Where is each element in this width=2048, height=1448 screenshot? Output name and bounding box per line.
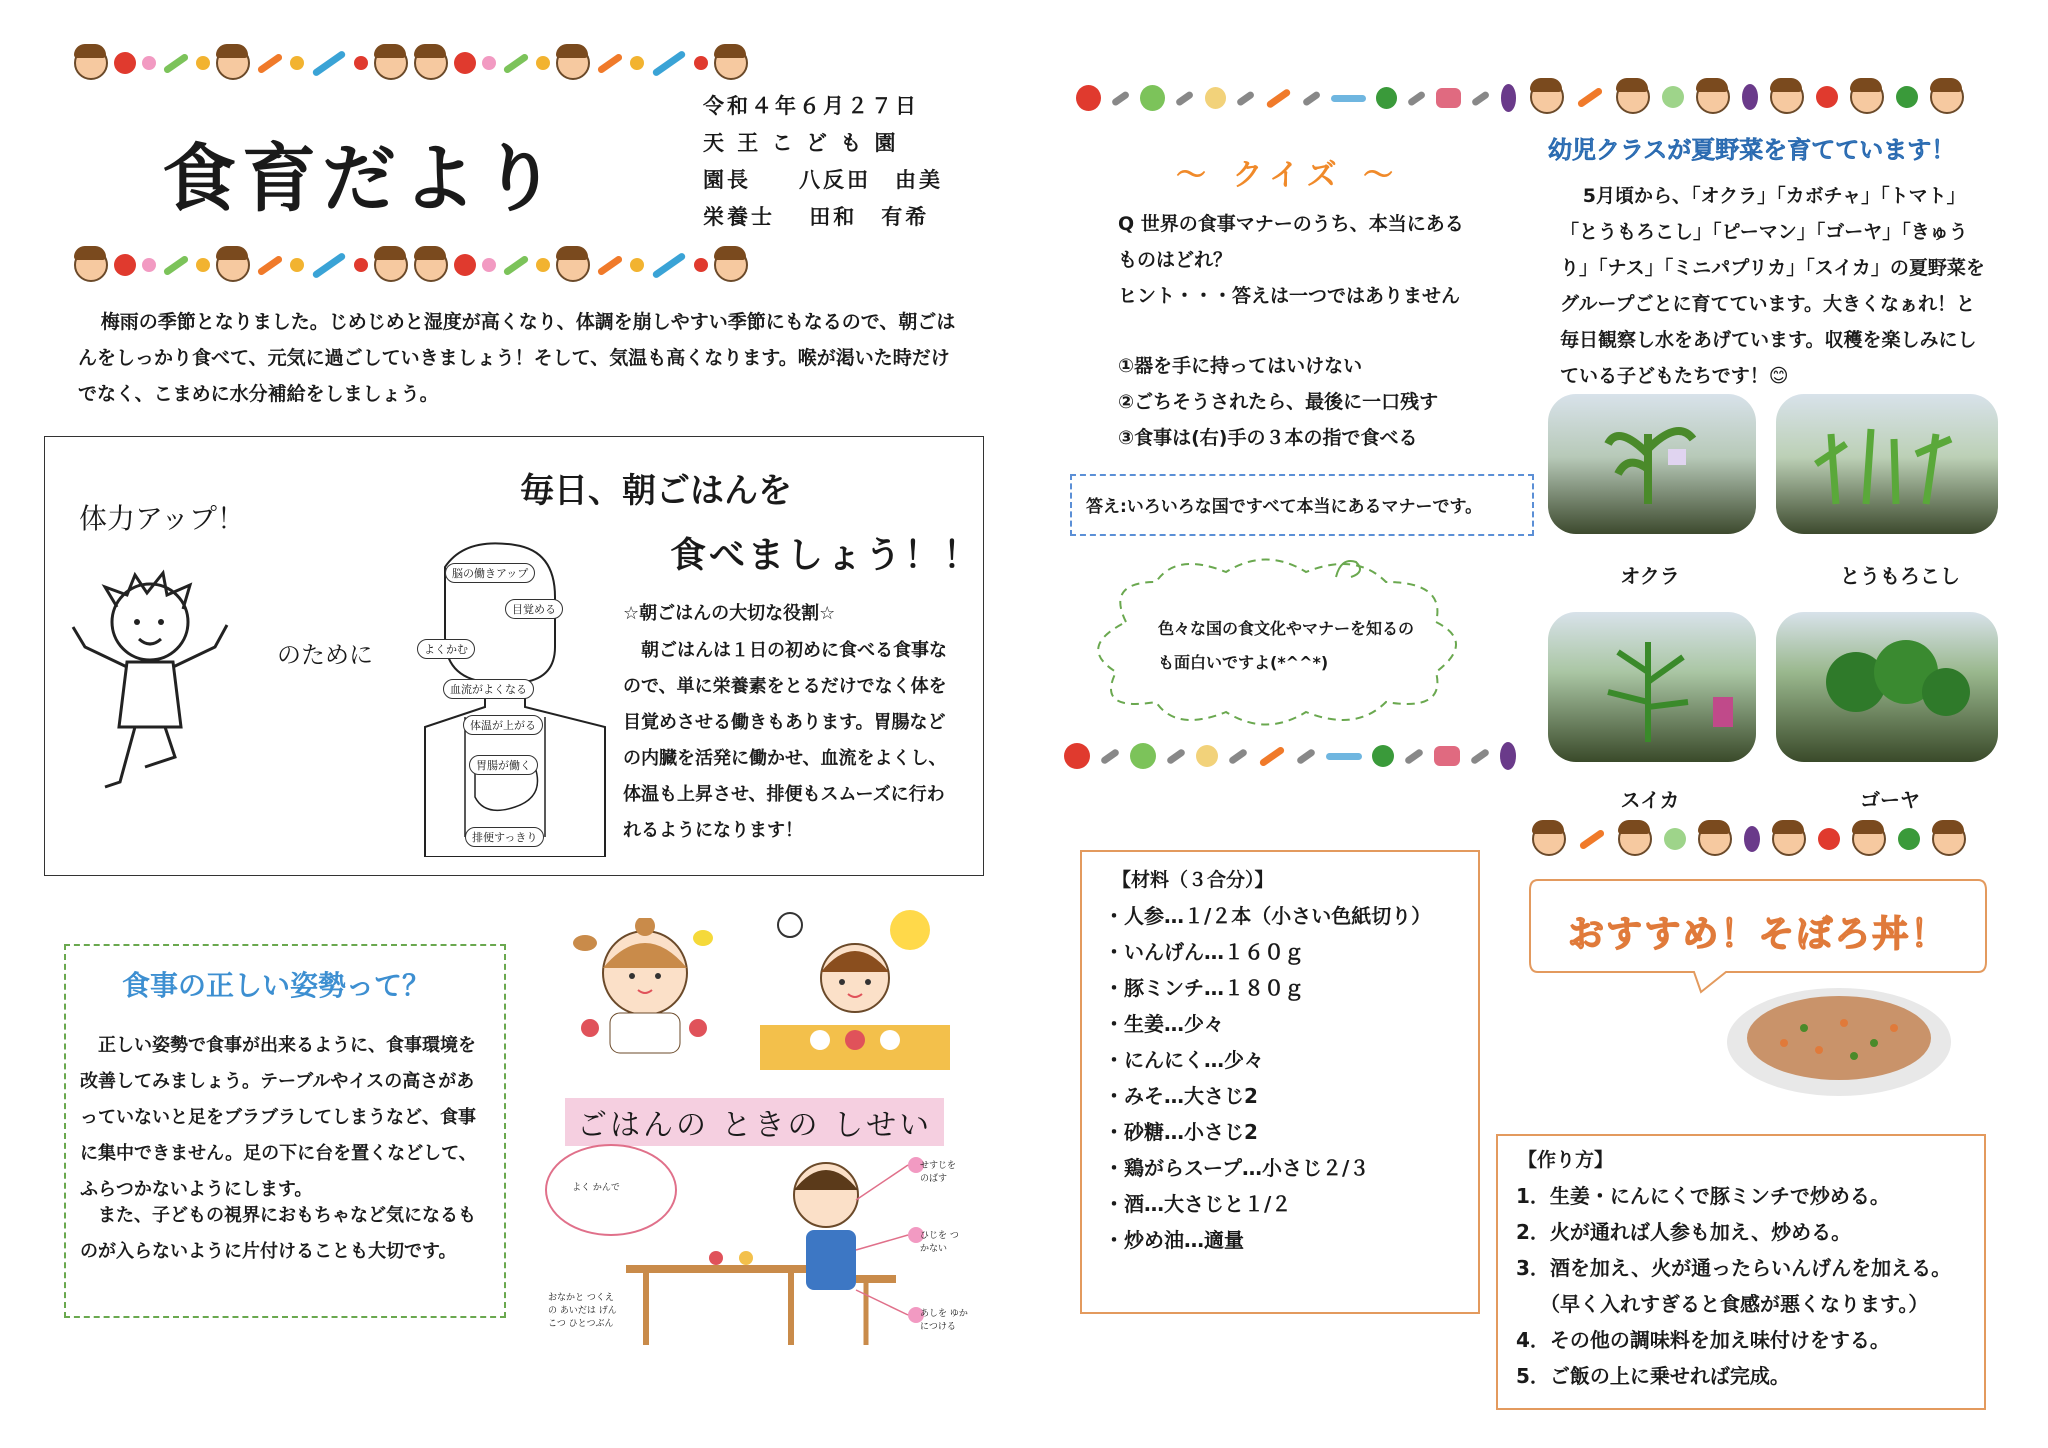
fork-icon bbox=[1471, 90, 1491, 107]
step-item: 5．ご飯の上に乗せれば完成。 bbox=[1516, 1364, 1790, 1388]
corn-icon bbox=[536, 258, 550, 272]
sunny-breakfast-illustration bbox=[760, 900, 950, 1075]
middle-decoration-border bbox=[74, 248, 954, 282]
child-face-icon bbox=[414, 248, 448, 282]
posture-paragraph-2: また、子どもの視界におもちゃなど気になるものが入らないように片付けることも大切です。 bbox=[80, 1205, 476, 1262]
child-face-icon bbox=[374, 46, 408, 80]
diagram-label-chew: よくかむ bbox=[417, 639, 475, 659]
step-item: 1．生姜・にんにくで豚ミンチで炒める。 bbox=[1516, 1184, 1890, 1208]
child-face-icon bbox=[1932, 822, 1966, 856]
corn-icon bbox=[630, 56, 644, 70]
posture-label-elbow: ひじを つかない bbox=[920, 1231, 959, 1254]
carrot-icon bbox=[1265, 87, 1291, 108]
top-decoration-border bbox=[74, 46, 954, 80]
cabbage-icon bbox=[1664, 828, 1686, 850]
candy-icon bbox=[142, 56, 156, 70]
ingredient-item: ・酒…大さじと１/２ bbox=[1104, 1192, 1292, 1216]
candy-icon bbox=[142, 258, 156, 272]
food-decoration-border-bottom bbox=[1064, 742, 1524, 770]
child-face-icon bbox=[1532, 822, 1566, 856]
corn-icon bbox=[196, 56, 210, 70]
nutritionist-name: 栄養士 田和 有希 bbox=[703, 205, 930, 229]
child-face-icon bbox=[1770, 80, 1804, 114]
heart-icon bbox=[354, 56, 368, 70]
pepper-icon bbox=[1372, 745, 1394, 767]
child-face-icon bbox=[374, 248, 408, 282]
ingredient-item: ・生姜…少々 bbox=[1104, 1012, 1224, 1036]
diagram-label-stomach: 胃腸が働く bbox=[469, 755, 538, 775]
cabbage-icon bbox=[1140, 85, 1165, 111]
pepper-icon bbox=[1376, 87, 1397, 109]
posture-label-feet: あしを ゆかにつける bbox=[920, 1309, 968, 1332]
heart-icon bbox=[694, 258, 708, 272]
corn-icon bbox=[536, 56, 550, 70]
newsletter-title: 食育だより bbox=[162, 136, 562, 222]
fork-icon bbox=[1302, 90, 1322, 107]
child-face-icon bbox=[556, 46, 590, 80]
fish-icon bbox=[311, 49, 346, 77]
child-face-icon bbox=[216, 46, 250, 80]
food-decoration-border-top bbox=[1076, 84, 1516, 112]
child-face-icon bbox=[216, 248, 250, 282]
ingredient-item: ・砂糖…小さじ2 bbox=[1104, 1120, 1258, 1144]
okra-caption: オクラ bbox=[1620, 564, 1680, 588]
steps-list bbox=[1516, 1178, 1951, 1394]
quiz-answer: 答え:いろいろな国ですべて本当にあるマナーです。 bbox=[1086, 497, 1483, 517]
tomato-icon bbox=[1064, 743, 1090, 769]
breakfast-box bbox=[44, 436, 984, 876]
ingredient-item: ・いんげん…１６０ｇ bbox=[1104, 940, 1304, 964]
cucumber-icon bbox=[503, 52, 530, 74]
corn-caption: とうもろこし bbox=[1840, 564, 1960, 588]
fish-icon bbox=[651, 49, 686, 77]
corn-icon bbox=[630, 258, 644, 272]
fork-icon bbox=[1175, 90, 1195, 107]
girl-eating-illustration bbox=[570, 918, 720, 1058]
watermelon-caption: スイカ bbox=[1620, 788, 1680, 812]
carrot-icon bbox=[597, 254, 624, 276]
fish-icon bbox=[651, 251, 686, 279]
cabbage-icon bbox=[1130, 743, 1156, 769]
meat-icon bbox=[1434, 746, 1460, 766]
eggplant-icon bbox=[1744, 826, 1760, 852]
potato-icon bbox=[1196, 745, 1218, 767]
cabbage-icon bbox=[1662, 86, 1684, 108]
stamina-up-label: 体力アップ！ bbox=[79, 502, 246, 535]
tomato-icon bbox=[1816, 86, 1838, 108]
breakfast-heading-1: 毎日、朝ごはんを bbox=[520, 471, 792, 511]
heart-icon bbox=[694, 56, 708, 70]
cloud-message: 色々な国の食文化やマナーを知るのも面白いですよ(*^^*) bbox=[1158, 619, 1415, 672]
corn-icon bbox=[290, 258, 304, 272]
spoon-icon bbox=[1235, 90, 1255, 107]
ingredient-item: ・鶏がらスープ…小さじ２/３ bbox=[1104, 1156, 1370, 1180]
tomato-icon bbox=[454, 254, 476, 276]
child-face-icon bbox=[1772, 822, 1806, 856]
ingredients-box bbox=[1080, 850, 1480, 1314]
child-face-icon bbox=[1530, 80, 1564, 114]
quiz-title: ～ クイズ ～ bbox=[1176, 158, 1402, 193]
child-face-icon bbox=[1850, 80, 1884, 114]
ingredient-item: ・にんにく…少々 bbox=[1104, 1048, 1264, 1072]
child-face-icon bbox=[1696, 80, 1730, 114]
child-face-icon bbox=[414, 46, 448, 80]
quiz-answer-box bbox=[1070, 474, 1534, 536]
posture-paragraph-1: 正しい姿勢で食事が出来るように、食事環境を改善してみましょう。テーブルやイスの高さがあっていないと足をブラブラしてしまうなど、食事に集中できません。足の下に台を置くなどして、ふらつかないようにします。 bbox=[80, 1035, 477, 1200]
breakfast-heading-2: 食べましょう！！ bbox=[670, 535, 983, 576]
diagram-label-bowel: 排便すっきり bbox=[465, 827, 544, 847]
cucumber-icon bbox=[163, 254, 190, 276]
pepper-icon bbox=[1896, 86, 1918, 108]
watermelon-photo bbox=[1548, 612, 1756, 762]
pepper-icon bbox=[1898, 828, 1920, 850]
eggplant-icon bbox=[1500, 742, 1516, 770]
spoon-icon bbox=[1407, 90, 1427, 107]
quiz-option-2: ②ごちそうされたら、最後に一口残す bbox=[1118, 391, 1439, 413]
ingredients-list bbox=[1104, 898, 1431, 1258]
child-face-icon bbox=[74, 248, 108, 282]
diagram-label-blood: 血流がよくなる bbox=[443, 679, 534, 699]
recipe-title: おすすめ！そぼろ丼！ bbox=[1568, 914, 1949, 955]
step-item: 2．火が通れば人参も加え、炒める。 bbox=[1516, 1220, 1852, 1244]
posture-label-fist: おなかと つくえの あいだは げんこつ ひとつぶん bbox=[548, 1293, 617, 1329]
school-name: 天 王 こ ど も 園 bbox=[703, 131, 899, 155]
issue-date: 令和４年６月２７日 bbox=[703, 94, 919, 118]
tomato-icon bbox=[1076, 85, 1101, 111]
corn-icon bbox=[196, 258, 210, 272]
fish-icon bbox=[1331, 95, 1366, 102]
spoon-icon bbox=[1404, 747, 1424, 764]
child-face-icon bbox=[1616, 80, 1650, 114]
jumping-child-illustration bbox=[65, 567, 235, 797]
for-label: のために bbox=[277, 641, 373, 669]
posture-label-back: せすじを のばす bbox=[920, 1161, 957, 1184]
tomato-icon bbox=[114, 254, 136, 276]
ingredient-item: ・豚ミンチ…１８０ｇ bbox=[1104, 976, 1304, 1000]
quiz-hint: ヒント・・・答えは一つではありません bbox=[1118, 285, 1461, 307]
eggplant-icon bbox=[1742, 84, 1758, 110]
quiz-option-1: ①器を手に持ってはいけない bbox=[1118, 355, 1363, 377]
carrot-icon bbox=[1577, 86, 1604, 108]
carrot-icon bbox=[597, 52, 624, 74]
child-face-icon bbox=[556, 248, 590, 282]
diagram-label-wake: 目覚める bbox=[505, 599, 563, 619]
child-face-icon bbox=[1930, 80, 1964, 114]
step-item: 3．酒を加え、火が通ったらいんげんを加える。 bbox=[1516, 1256, 1952, 1280]
child-face-icon bbox=[1852, 822, 1886, 856]
carrot-icon bbox=[257, 254, 284, 276]
fish-icon bbox=[1326, 753, 1362, 760]
ingredients-title: 【材料（３合分）】 bbox=[1112, 869, 1274, 891]
posture-title: 食事の正しい姿勢って？ bbox=[122, 969, 431, 1002]
steps-box bbox=[1496, 1134, 1986, 1410]
heart-icon bbox=[354, 258, 368, 272]
okra-photo bbox=[1548, 394, 1756, 534]
corn-icon bbox=[290, 56, 304, 70]
tomato-icon bbox=[454, 52, 476, 74]
child-face-icon bbox=[74, 46, 108, 80]
tomato-icon bbox=[114, 52, 136, 74]
quiz-option-3: ③食事は(右)手の３本の指で食べる bbox=[1118, 427, 1418, 449]
step-item: （早く入れすぎると食感が悪くなります。） bbox=[1540, 1292, 1929, 1316]
fork-icon bbox=[1166, 747, 1186, 764]
carrot-icon bbox=[257, 52, 284, 74]
cucumber-icon bbox=[163, 52, 190, 74]
candy-icon bbox=[482, 258, 496, 272]
director-name: 園長 八反田 由美 bbox=[703, 168, 943, 192]
meat-icon bbox=[1436, 88, 1461, 108]
tomato-icon bbox=[1818, 828, 1840, 850]
potato-icon bbox=[1205, 87, 1226, 109]
carrot-icon bbox=[1259, 745, 1286, 767]
faces-decoration-border-bottom bbox=[1532, 822, 2012, 856]
breakfast-role-title: ☆朝ごはんの大切な役割☆ bbox=[623, 603, 836, 624]
bitter-melon-photo bbox=[1776, 612, 1998, 762]
garden-text: 5月頃から、「オクラ」「カボチャ」「トマト」「とうもろこし」「ピーマン」「ゴーヤ」「きゅうり」「ナス」「ミニパプリカ」「スイカ」の夏野菜をグループごとに育てています。大きくなぁれ！と毎日観察し水をあげています。収穫を楽しみにしている子どもたちです！😊 bbox=[1560, 185, 1985, 387]
quiz-options bbox=[1118, 348, 1438, 456]
ingredient-item: ・みそ…大さじ2 bbox=[1104, 1084, 1258, 1108]
breakfast-role-text: 朝ごはんは１日の初めに食べる食事なので、単に栄養素をとるだけでなく体を目覚めさせる働きもあります。胃腸などの内臓を活発に働かせ、血流をよくし、体温も上昇させ、排便もスムーズに行われるようになります！ bbox=[623, 640, 947, 841]
faces-decoration-border-top bbox=[1530, 80, 2010, 114]
posture-box bbox=[64, 944, 506, 1318]
bitter-melon-caption: ゴーヤ bbox=[1860, 788, 1920, 812]
ingredient-item: ・炒め油…適量 bbox=[1104, 1228, 1244, 1252]
steps-title: 【作り方】 bbox=[1518, 1149, 1614, 1171]
child-face-icon bbox=[714, 248, 748, 282]
garden-title: 幼児クラスが夏野菜を育てています！ bbox=[1548, 136, 1956, 164]
child-face-icon bbox=[714, 46, 748, 80]
spoon-icon bbox=[1228, 747, 1248, 764]
child-face-icon bbox=[1618, 822, 1652, 856]
spoon-icon bbox=[1100, 747, 1120, 764]
corn-photo bbox=[1776, 394, 1998, 534]
fork-icon bbox=[1296, 747, 1316, 764]
quiz-question: Q 世界の食事マナーのうち、本当にあるものはどれ？ bbox=[1118, 213, 1464, 271]
header-info bbox=[703, 88, 943, 236]
fork-icon bbox=[1470, 747, 1490, 764]
fish-icon bbox=[311, 251, 346, 279]
posture-label-chew: よく かんで bbox=[572, 1183, 620, 1193]
candy-icon bbox=[482, 56, 496, 70]
diagram-label-brain: 脳の働きアップ bbox=[445, 563, 535, 583]
eggplant-icon bbox=[1501, 84, 1516, 112]
posture-banner: ごはんの ときの しせい bbox=[565, 1098, 944, 1146]
cucumber-icon bbox=[503, 254, 530, 276]
spoon-icon bbox=[1111, 90, 1131, 107]
diagram-label-temp: 体温が上がる bbox=[463, 715, 543, 735]
soboro-bowl-photo bbox=[1724, 978, 1954, 1098]
child-face-icon bbox=[1698, 822, 1732, 856]
carrot-icon bbox=[1579, 828, 1606, 850]
step-item: 4．その他の調味料を加え味付けをする。 bbox=[1516, 1328, 1890, 1352]
ingredient-item: ・人参…１/２本（小さい色紙切り） bbox=[1104, 904, 1432, 928]
intro-paragraph: 梅雨の季節となりました。じめじめと湿度が高くなり、体調を崩しやすい季節にもなるので、朝ごはんをしっかり食べて、元気に過ごしていきましょう！そして、気温も高くなります。喉が渇いた時だけでなく、こまめに水分補給をしましょう。 bbox=[78, 311, 956, 405]
